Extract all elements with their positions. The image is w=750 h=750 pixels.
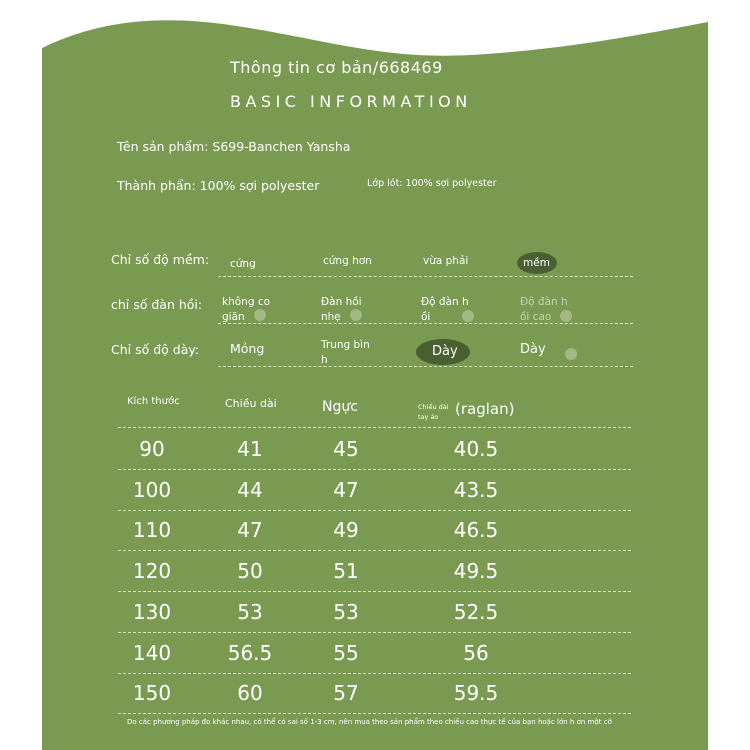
table-cell: 52.5 xyxy=(453,599,499,624)
table-row-divider xyxy=(118,713,631,714)
thickness-option: Mỏng xyxy=(230,341,265,356)
softness-option: vừa phải xyxy=(423,255,469,267)
thickness-option: Dày xyxy=(520,342,546,357)
table-cell: 53 xyxy=(237,599,263,624)
page-title: Thông tin cơ bản/668469 xyxy=(230,58,443,77)
elasticity-option: Độ đàn h ồi cao xyxy=(520,296,568,323)
table-cell: 50 xyxy=(237,559,263,584)
product-name: Tên sản phẩm: S699-Banchen Yansha xyxy=(117,139,351,154)
table-cell: 60 xyxy=(237,681,263,706)
table-row-divider xyxy=(118,510,631,511)
table-row-divider xyxy=(118,550,631,551)
row-divider xyxy=(218,323,633,324)
page-subtitle: BASIC INFORMATION xyxy=(230,92,472,111)
row-divider xyxy=(218,366,633,367)
option-dot xyxy=(254,309,266,321)
table-cell: 49 xyxy=(333,518,359,543)
table-cell: 57 xyxy=(333,681,359,706)
table-cell: 43.5 xyxy=(453,477,499,502)
size-header: Kích thước xyxy=(127,396,180,407)
elasticity-option: không co giãn xyxy=(222,296,271,323)
option-dot xyxy=(565,348,577,360)
thickness-label: Chỉ số độ dày: xyxy=(111,342,200,357)
sleeve-header: (raglan) xyxy=(455,400,515,418)
table-cell: 150 xyxy=(132,681,172,706)
table-cell: 49.5 xyxy=(453,559,499,584)
thickness-option: Trung bìn h xyxy=(321,339,370,366)
elasticity-option: Độ đàn h ồi xyxy=(421,296,469,323)
table-cell: 56.5 xyxy=(227,640,273,665)
table-cell: 120 xyxy=(132,559,172,584)
table-cell: 51 xyxy=(333,559,359,584)
elasticity-option: Đàn hồi nhẹ xyxy=(321,296,362,323)
table-cell: 130 xyxy=(132,599,172,624)
table-cell: 45 xyxy=(333,437,359,461)
table-cell: 46.5 xyxy=(453,518,499,543)
softness-option: cứng xyxy=(230,258,256,270)
elasticity-label: chỉ số đàn hồi: xyxy=(111,297,203,312)
length-header: Chiều dài xyxy=(225,397,277,410)
table-cell: 55 xyxy=(333,640,359,665)
table-cell: 53 xyxy=(333,599,359,624)
table-cell: 59.5 xyxy=(453,681,499,706)
thickness-option-selected: Dày xyxy=(432,344,458,359)
softness-label: Chỉ số độ mềm: xyxy=(111,252,210,267)
table-cell: 110 xyxy=(132,518,172,543)
table-cell: 56 xyxy=(463,640,489,665)
table-cell: 100 xyxy=(132,477,172,502)
composition-text: Thành phẩn: 100% sợi polyester xyxy=(117,178,320,193)
table-cell: 44 xyxy=(237,477,263,502)
option-dot xyxy=(350,309,362,321)
table-cell: 47 xyxy=(333,477,359,502)
table-divider xyxy=(118,427,631,428)
measurement-note: Do các phương pháp đo khác nhau, có thể có sai số 1-3 cm, nên mua theo sản phẩm theo chiều cao thực tế của bạn hoặc lớn h ơn một cỡ xyxy=(127,718,612,726)
table-row-divider xyxy=(118,673,631,674)
softness-option-selected: mềm xyxy=(523,257,550,269)
table-row-divider xyxy=(118,632,631,633)
table-cell: 47 xyxy=(237,518,263,543)
table-row-divider xyxy=(118,469,631,470)
table-cell: 140 xyxy=(132,640,172,665)
softness-option: cứng hơn xyxy=(323,255,372,267)
option-dot xyxy=(560,310,572,322)
table-row-divider xyxy=(118,591,631,592)
table-cell: 41 xyxy=(237,437,263,461)
row-divider xyxy=(218,276,633,277)
table-cell: 40.5 xyxy=(453,437,499,461)
option-dot xyxy=(462,310,474,322)
lining-text: Lớp lót: 100% sợi polyester xyxy=(367,178,497,189)
chest-header: Ngực xyxy=(322,399,358,415)
sleeve-header-small: Chiều dài tay áo xyxy=(418,403,449,421)
table-cell: 90 xyxy=(139,437,165,461)
